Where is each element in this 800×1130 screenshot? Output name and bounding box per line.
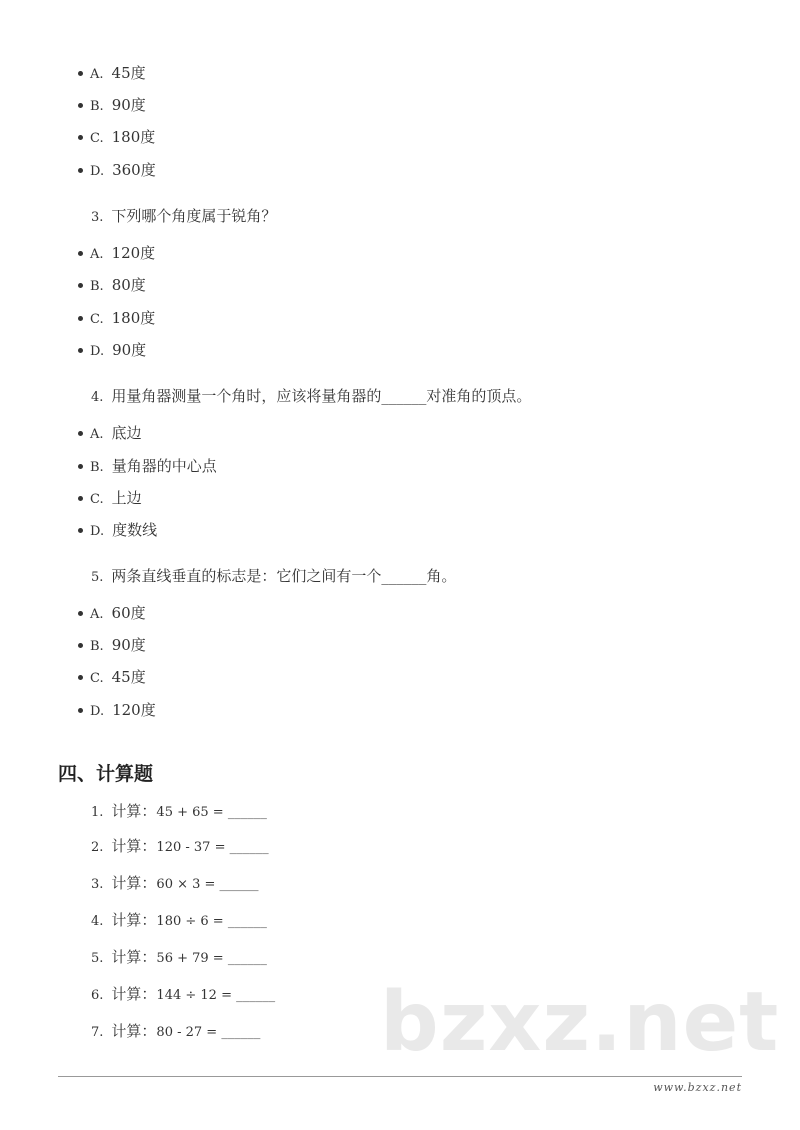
q4-option-b: B. 量角器的中心点 — [78, 456, 217, 478]
q5-option-d: D. 120度 — [78, 700, 156, 722]
calc-item-6: 6. 计算：144 ÷ 12 = ______ — [91, 985, 276, 1003]
bullet-icon — [78, 103, 83, 108]
bullet-icon — [78, 168, 83, 173]
q2-option-d: D. 360度 — [78, 160, 156, 182]
question-3: 3. 下列哪个角度属于锐角？ — [91, 207, 277, 225]
q4-option-c: C. 上边 — [78, 488, 142, 510]
bullet-icon — [78, 611, 83, 616]
bullet-icon — [78, 283, 83, 288]
q3-option-a: A. 120度 — [78, 243, 155, 265]
section-heading: 四、计算题 — [58, 763, 154, 785]
q5-option-c: C. 45度 — [78, 667, 146, 689]
bullet-icon — [78, 708, 83, 713]
calc-item-4: 4. 计算：180 ÷ 6 = ______ — [91, 911, 267, 929]
bullet-icon — [78, 496, 83, 501]
question-4: 4. 用量角器测量一个角时，应该将量角器的______对准角的顶点。 — [91, 387, 532, 405]
q4-option-d: D. 度数线 — [78, 520, 157, 542]
footer-divider — [58, 1076, 742, 1077]
bullet-icon — [78, 431, 83, 436]
q2-option-b: B. 90度 — [78, 95, 146, 117]
question-5: 5. 两条直线垂直的标志是：它们之间有一个______角。 — [91, 567, 457, 585]
watermark: bzxz.net — [380, 975, 780, 1070]
bullet-icon — [78, 316, 83, 321]
q3-option-c: C. 180度 — [78, 308, 155, 330]
bullet-icon — [78, 643, 83, 648]
q3-option-b: B. 80度 — [78, 275, 146, 297]
q4-option-a: A. 底边 — [78, 423, 142, 445]
q3-option-d: D. 90度 — [78, 340, 146, 362]
q5-option-b: B. 90度 — [78, 635, 146, 657]
bullet-icon — [78, 464, 83, 469]
calc-item-1: 1. 计算：45 + 65 = ______ — [91, 802, 267, 820]
calc-item-5: 5. 计算：56 + 79 = ______ — [91, 948, 267, 966]
bullet-icon — [78, 251, 83, 256]
footer-url: www.bzxz.net — [653, 1081, 742, 1094]
bullet-icon — [78, 71, 83, 76]
calc-item-7: 7. 计算：80 - 27 = ______ — [91, 1022, 261, 1040]
calc-item-3: 3. 计算：60 × 3 = ______ — [91, 874, 259, 892]
bullet-icon — [78, 135, 83, 140]
q2-option-c: C. 180度 — [78, 127, 155, 149]
calc-item-2: 2. 计算：120 - 37 = ______ — [91, 837, 269, 855]
q5-option-a: A. 60度 — [78, 603, 146, 625]
q2-option-a: A. 45度 — [78, 63, 146, 85]
bullet-icon — [78, 675, 83, 680]
bullet-icon — [78, 348, 83, 353]
bullet-icon — [78, 528, 83, 533]
